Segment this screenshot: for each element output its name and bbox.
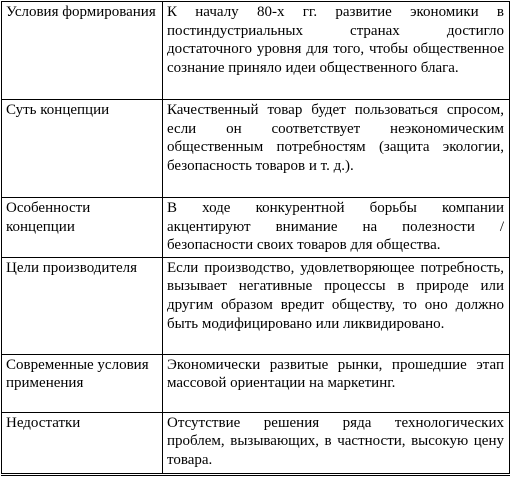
row-label: Современные условия применения — [2, 354, 163, 412]
table-row — [2, 257, 510, 354]
row-label: Суть концепции — [2, 100, 163, 198]
table-row — [2, 412, 510, 474]
row-label: Условия формирования — [2, 2, 163, 100]
row-text: Отсутствие решения ряда технологических проблем, вызывающих, в частности, высокую цену товара. — [163, 412, 510, 474]
row-text: Экономически развитые рынки, прошедшие этап массовой ориентации на маркетинг. — [163, 354, 510, 412]
row-label: Недостатки — [2, 412, 163, 474]
table-row — [2, 2, 510, 100]
row-text: Если производство, удовлетворяющее потребность, вызывает негативные процессы в природе или другим образом вредит обществу, то оно должно быть модифицировано или ликвидировано. — [163, 257, 510, 354]
row-label: Особенности концепции — [2, 198, 163, 258]
row-text: Качественный товар будет пользоваться спросом, если он соответствует неэкономическим общественным потребностям (защита экологии, безопасность товаров и т. д.). — [163, 100, 510, 198]
table-row — [2, 354, 510, 412]
concept-table — [1, 1, 510, 476]
row-text: В ходе конкурентной борьбы компании акцентируют внимание на полезности / безопасности своих товаров для общества. — [163, 198, 510, 258]
row-text: К началу 80-х гг. развитие экономики в постиндустриальных странах достигло достаточного уровня для того, чтобы общественное сознание приняло идеи общественного блага. — [163, 2, 510, 100]
row-label: Цели производителя — [2, 257, 163, 354]
table-row — [2, 100, 510, 198]
table-row — [2, 198, 510, 258]
